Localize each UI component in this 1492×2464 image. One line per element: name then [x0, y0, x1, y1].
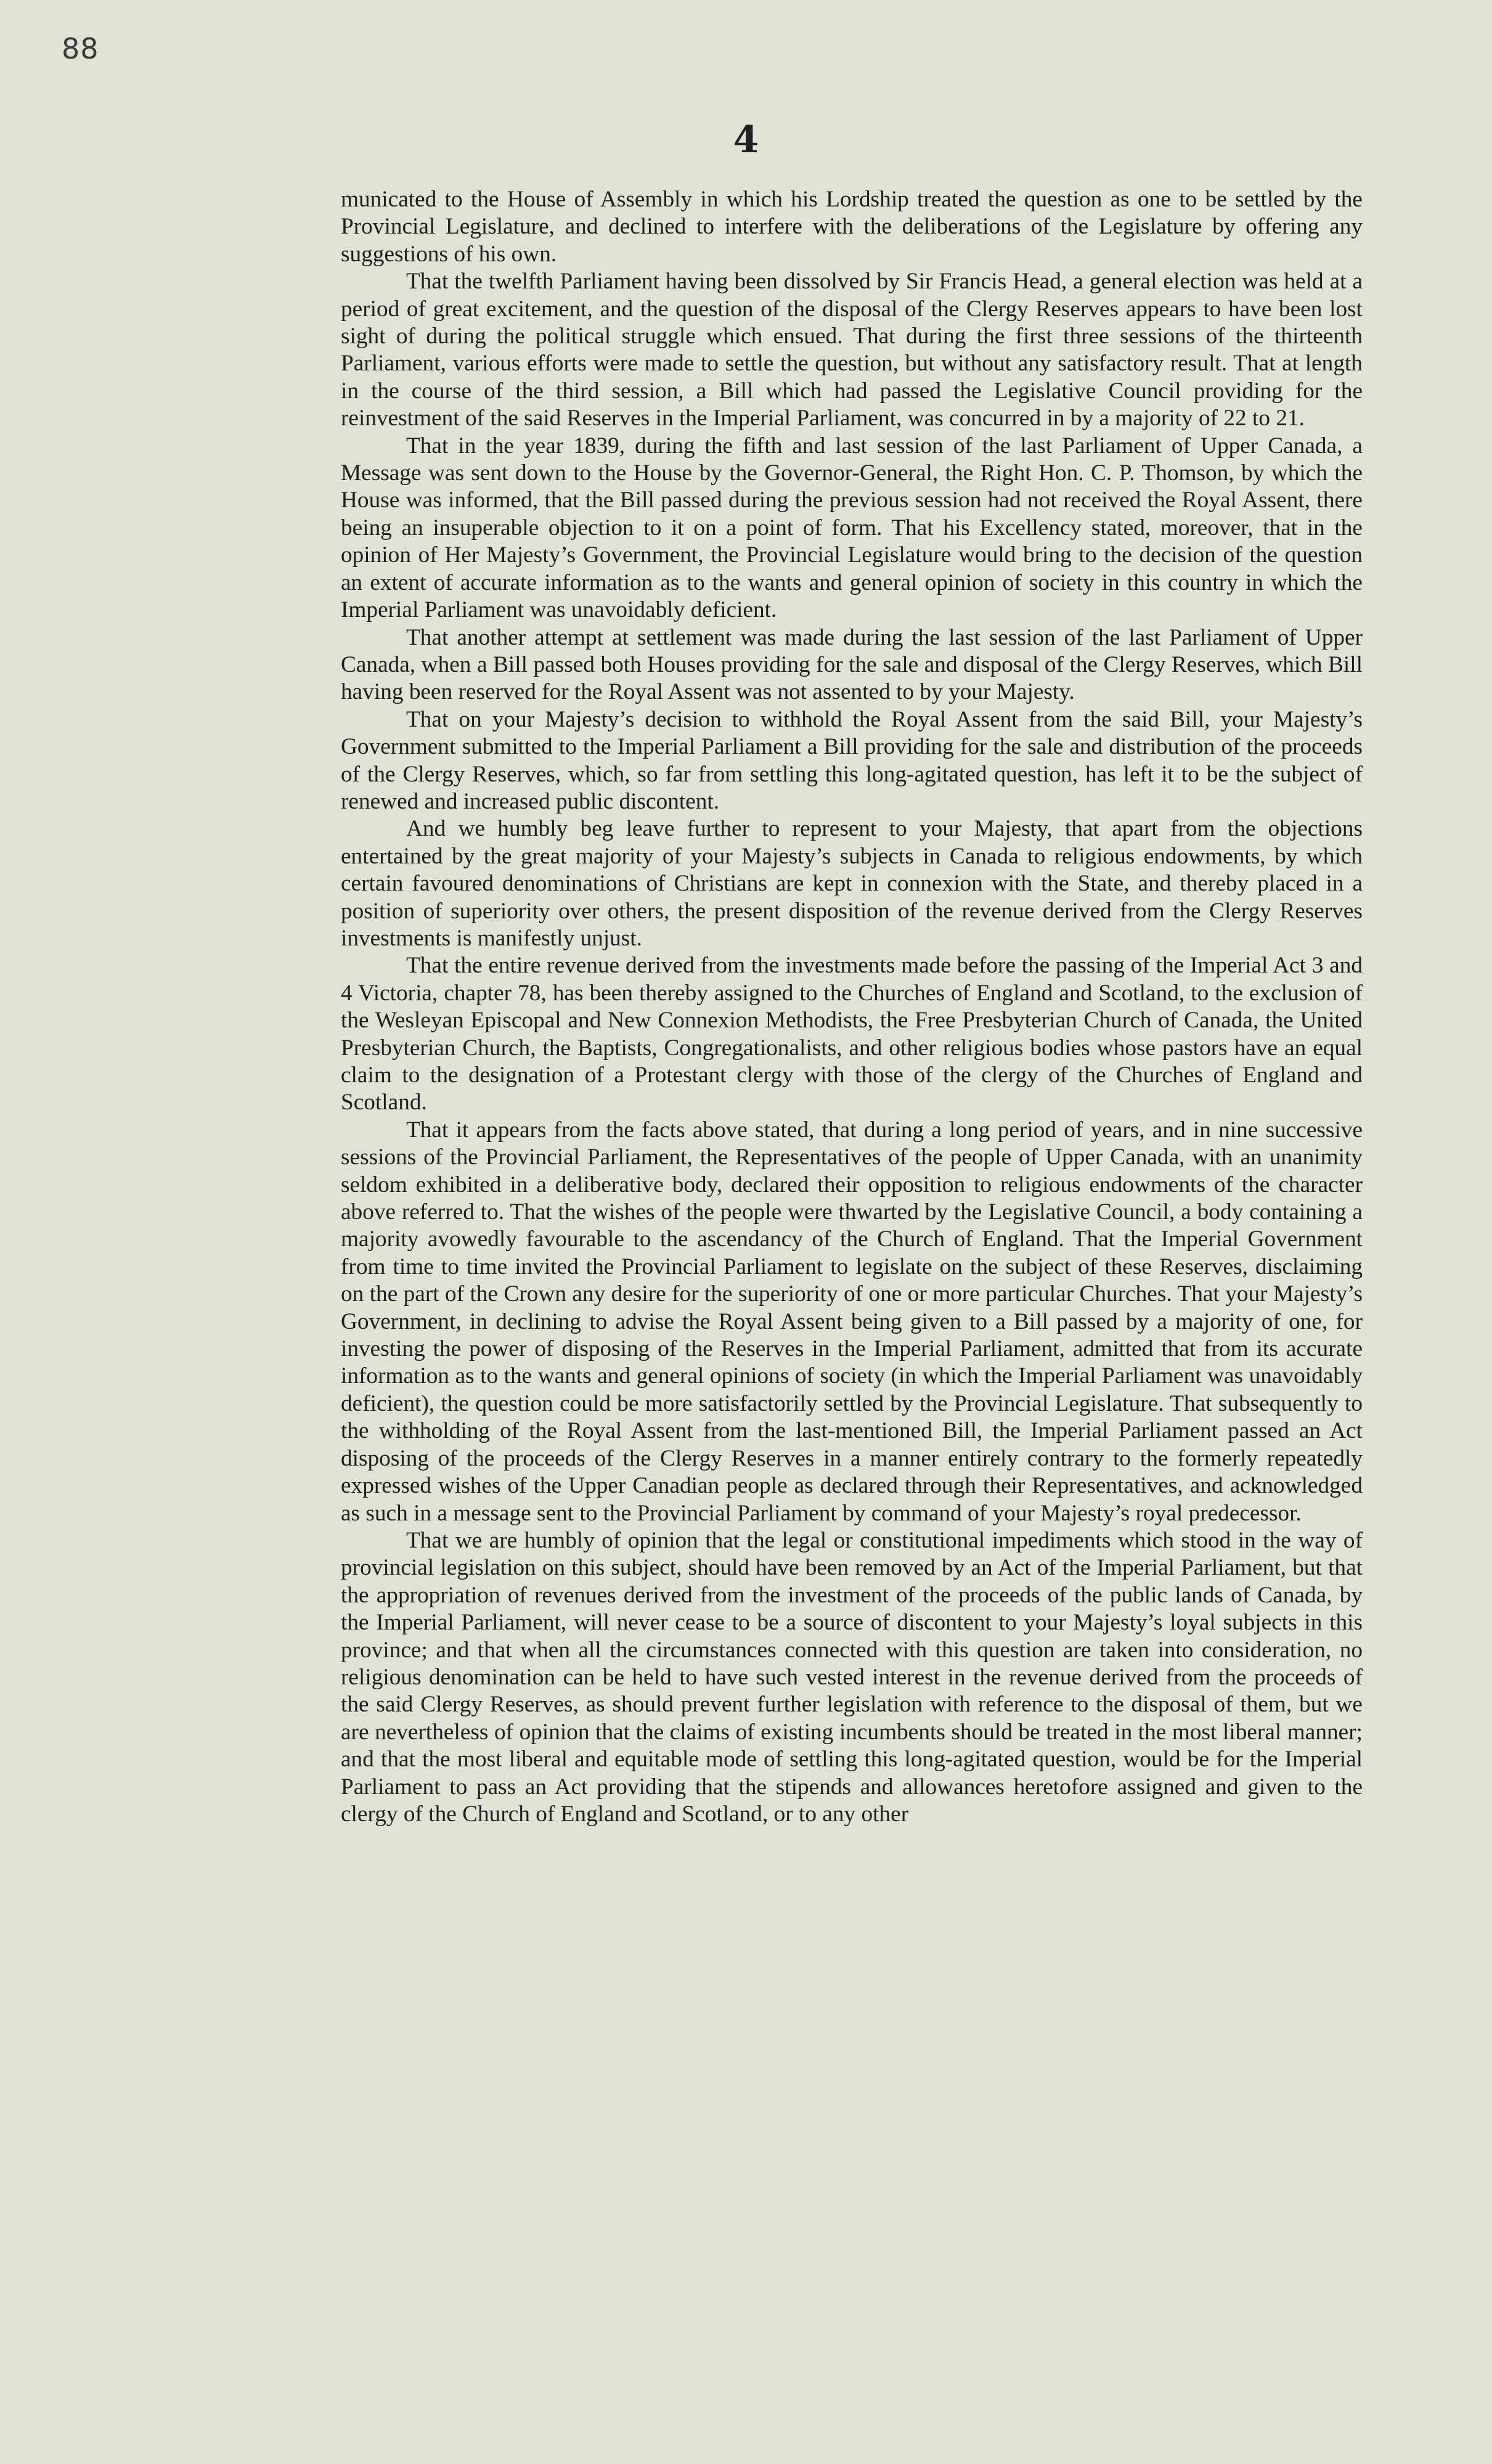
page-number: 4 [733, 118, 759, 161]
paragraph: That in the year 1839, during the fifth and last session of the last Parliament of Upper Canada, a Message was sent down to the House by the Governor-General, the Right Hon. C. P. Thomson, by which the House was informed, that the Bill passed during the previous session had not received the Royal Assent, there being an insuperable objection to it on a point of form. That his Excellency stated, moreover, that in the opinion of Her Majesty’s Government, the Provincial Legislature would bring to the decision of the question an extent of accurate information as to the wants and general opinion of society in this country in which the Imperial Parliament was unavoidably deficient. [341, 433, 1363, 623]
folio-number: 88 [62, 32, 99, 65]
paragraph: And we humbly beg leave further to represent to your Majesty, that apart from the objections entertained by the great majority of your Majesty’s subjects in Canada to religious endowments, by which certain favoured denominations of Christians are kept in connexion with the State, and thereby placed in a position of superiority over others, the present disposition of the revenue derived from the Clergy Reserves investments is manifestly unjust. [341, 816, 1363, 951]
paragraph: That on your Majesty’s decision to withhold the Royal Assent from the said Bill, your Majesty’s Government submitted to the Imperial Parliament a Bill providing for the sale and distribution of the proceeds of the Clergy Reserves, which, so far from settling this long-agitated question, has left it to be the subject of renewed and increased public discontent. [341, 706, 1363, 814]
document-body [341, 186, 1363, 1828]
paragraph: That we are humbly of opinion that the legal or constitutional impediments which stood in the way of provincial legislation on this subject, should have been removed by an Act of the Imperial Parliament, but that the appropriation of revenues derived from the investment of the proceeds of the public lands of Canada, by the Imperial Parliament, will never cease to be a source of discontent to your Majesty’s loyal subjects in this province; and that when all the circumstances connected with this question are taken into consideration, no religious denomination can be held to have such vested interest in the revenue derived from the proceeds of the said Clergy Reserves, as should prevent further legislation with reference to the disposal of them, but we are nevertheless of opinion that the claims of existing incumbents should be treated in the most liberal manner; and that the most liberal and equitable mode of settling this long-agitated question, would be for the Imperial Parliament to pass an Act providing that the stipends and allowances heretofore assigned and given to the clergy of the Church of England and Scotland, or to any other [341, 1527, 1363, 1827]
paragraph: That the twelfth Parliament having been dissolved by Sir Francis Head, a general election was held at a period of great excitement, and the question of the disposal of the Clergy Reserves appears to have been lost sight of during the political struggle which ensued. That during the first three sessions of the thirteenth Parliament, various efforts were made to settle the question, but without any satisfactory result. That at length in the course of the third session, a Bill which had passed the Legislative Council providing for the reinvestment of the said Reserves in the Imperial Parliament, was concurred in by a majority of 22 to 21. [341, 269, 1363, 431]
paragraph: That another attempt at settlement was made during the last session of the last Parliament of Upper Canada, when a Bill passed both Houses providing for the sale and disposal of the Clergy Reserves, which Bill having been reserved for the Royal Assent was not assented to by your Majesty. [341, 624, 1363, 705]
paragraph: municated to the House of Assembly in which his Lordship treated the question as one to be settled by the Provincial Legislature, and declined to interfere with the deliberations of the Legislature by offering any suggestions of his own. [341, 187, 1363, 267]
paragraph: That the entire revenue derived from the investments made before the passing of the Imperial Act 3 and 4 Victoria, chapter 78, has been thereby assigned to the Churches of England and Scotland, to the exclusion of the Wesleyan Episcopal and New Connexion Methodists, the Free Presbyterian Church of Canada, the United Presbyterian Church, the Baptists, Congregationalists, and other religious bodies whose pastors have an equal claim to the designation of a Protestant clergy with those of the clergy of the Churches of England and Scotland. [341, 953, 1363, 1116]
paragraph: That it appears from the facts above stated, that during a long period of years, and in nine successive sessions of the Provincial Parliament, the Representatives of the people of Upper Canada, with an unanimity seldom exhibited in a deliberative body, declared their opposition to religious endowments of the character above referred to. That the wishes of the people were thwarted by the Legislative Council, a body containing a majority avowedly favourable to the ascendancy of the Church of England. That the Imperial Government from time to time invited the Provincial Parliament to legislate on the subject of these Reserves, disclaiming on the part of the Crown any desire for the superiority of one or more particular Churches. That your Majesty’s Government, in declining to advise the Royal Assent being given to a Bill passed by a majority of one, for investing the power of disposing of the Reserves in the Imperial Parliament, admitted that from its accurate information as to the wants and general opinions of society (in which the Imperial Parliament was unavoidably deficient), the question could be more satisfactorily settled by the Provincial Legislature. That subsequently to the withholding of the Royal Assent from the last-mentioned Bill, the Imperial Parliament passed an Act disposing of the proceeds of the Clergy Reserves in a manner entirely contrary to the formerly repeatedly expressed wishes of the Upper Canadian people as declared through their Representatives, and acknowledged as such in a message sent to the Provincial Parliament by command of your Majesty’s royal predecessor. [341, 1117, 1363, 1526]
